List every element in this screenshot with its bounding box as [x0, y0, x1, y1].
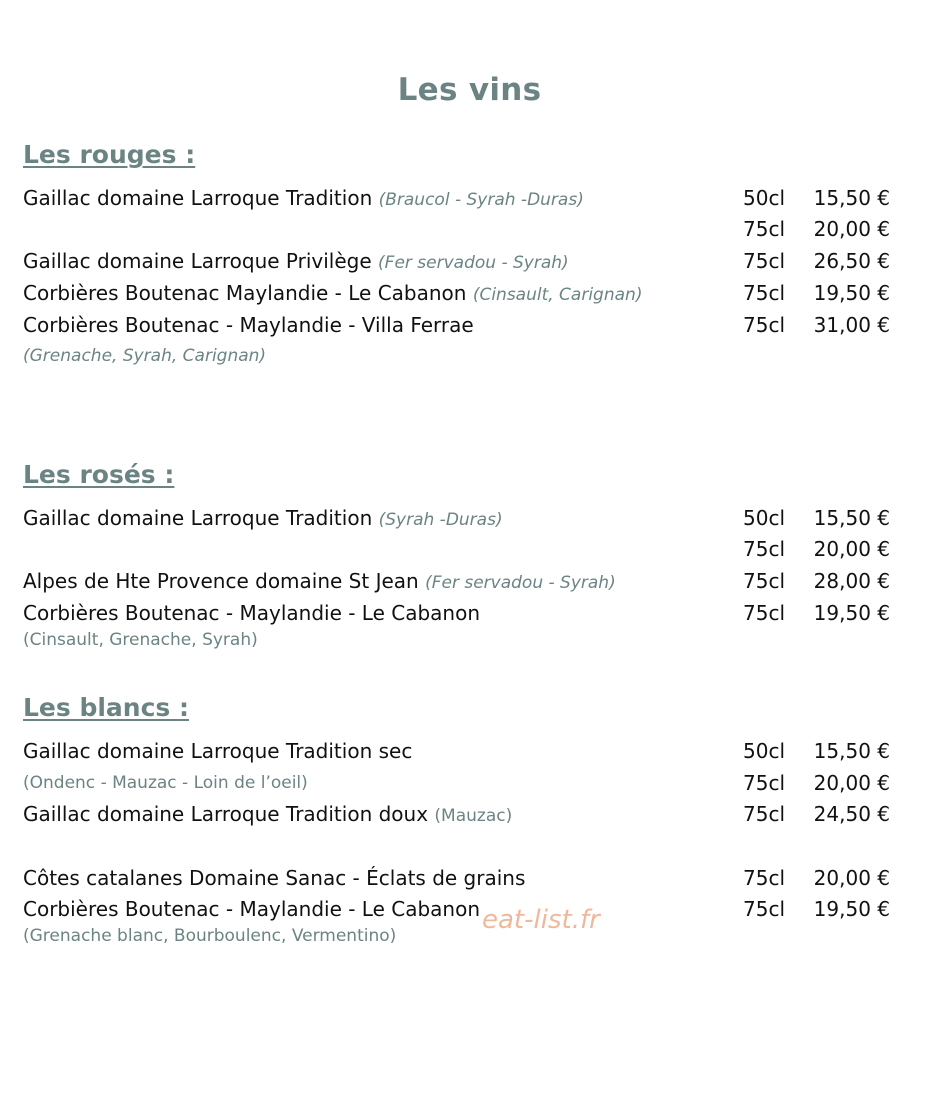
wine-name: Gaillac domaine Larroque Tradition (Syrah -Duras) — [23, 506, 503, 530]
volume: 50cl — [743, 739, 786, 763]
price: 28,00 € — [813, 569, 890, 593]
watermark: eat-list.fr — [482, 905, 600, 935]
price: 20,00 € — [813, 771, 890, 795]
wine-name: Gaillac domaine Larroque Tradition (Braucol - Syrah -Duras) — [23, 186, 584, 210]
volume: 75cl — [743, 281, 786, 305]
grape-note: (Mauzac) — [434, 806, 513, 826]
volume: 75cl — [743, 897, 786, 921]
wine-name: Corbières Boutenac - Maylandie - Le Cabanon — [23, 601, 481, 625]
price: 24,50 € — [813, 802, 890, 826]
wine-name: Alpes de Hte Provence domaine St Jean (Fer servadou - Syrah) — [23, 569, 616, 593]
grape-note: (Ondenc - Mauzac - Loin de l’oeil) — [23, 773, 308, 793]
wine-name: Côtes catalanes Domaine Sanac - Éclats de grains — [23, 866, 526, 890]
price: 20,00 € — [813, 866, 890, 890]
grape-note: (Fer servadou - Syrah) — [425, 573, 616, 593]
grape-note: (Grenache, Syrah, Carignan) — [23, 346, 267, 366]
volume: 75cl — [743, 249, 786, 273]
price: 20,00 € — [813, 537, 890, 561]
wine-name: Gaillac domaine Larroque Tradition sec — [23, 739, 413, 763]
section-heading-blancs: Les blancs : — [23, 693, 190, 722]
price: 31,00 € — [813, 313, 890, 337]
grape-note: (Cinsault, Grenache, Syrah) — [23, 630, 258, 650]
volume: 75cl — [743, 313, 786, 337]
grape-note: (Fer servadou - Syrah) — [378, 253, 569, 273]
section-heading-roses: Les rosés : — [23, 460, 175, 489]
wine-name: Corbières Boutenac - Maylandie - Le Cabanon — [23, 897, 481, 921]
price: 19,50 € — [813, 601, 890, 625]
wine-name: Gaillac domaine Larroque Privilège (Fer servadou - Syrah) — [23, 249, 569, 273]
price: 26,50 € — [813, 249, 890, 273]
grape-note: (Cinsault, Carignan) — [472, 285, 643, 305]
grape-note: (Braucol - Syrah -Duras) — [378, 190, 584, 210]
price: 15,50 € — [813, 186, 890, 210]
price: 19,50 € — [813, 897, 890, 921]
page-title: Les vins — [397, 72, 542, 108]
volume: 75cl — [743, 569, 786, 593]
price: 20,00 € — [813, 217, 890, 241]
price: 15,50 € — [813, 739, 890, 763]
volume: 75cl — [743, 802, 786, 826]
section-heading-rouges: Les rouges : — [23, 140, 196, 169]
grape-note: (Grenache blanc, Bourboulenc, Vermentino) — [23, 926, 397, 946]
price: 15,50 € — [813, 506, 890, 530]
wine-name: Corbières Boutenac - Maylandie - Villa Ferrae — [23, 313, 474, 337]
price: 19,50 € — [813, 281, 890, 305]
volume: 75cl — [743, 537, 786, 561]
wine-name: Gaillac domaine Larroque Tradition doux (Mauzac) — [23, 802, 513, 826]
volume: 75cl — [743, 217, 786, 241]
volume: 50cl — [743, 506, 786, 530]
volume: 75cl — [743, 771, 786, 795]
grape-note: (Syrah -Duras) — [378, 510, 503, 530]
volume: 50cl — [743, 186, 786, 210]
volume: 75cl — [743, 601, 786, 625]
wine-name: Corbières Boutenac Maylandie - Le Cabanon (Cinsault, Carignan) — [23, 281, 643, 305]
volume: 75cl — [743, 866, 786, 890]
